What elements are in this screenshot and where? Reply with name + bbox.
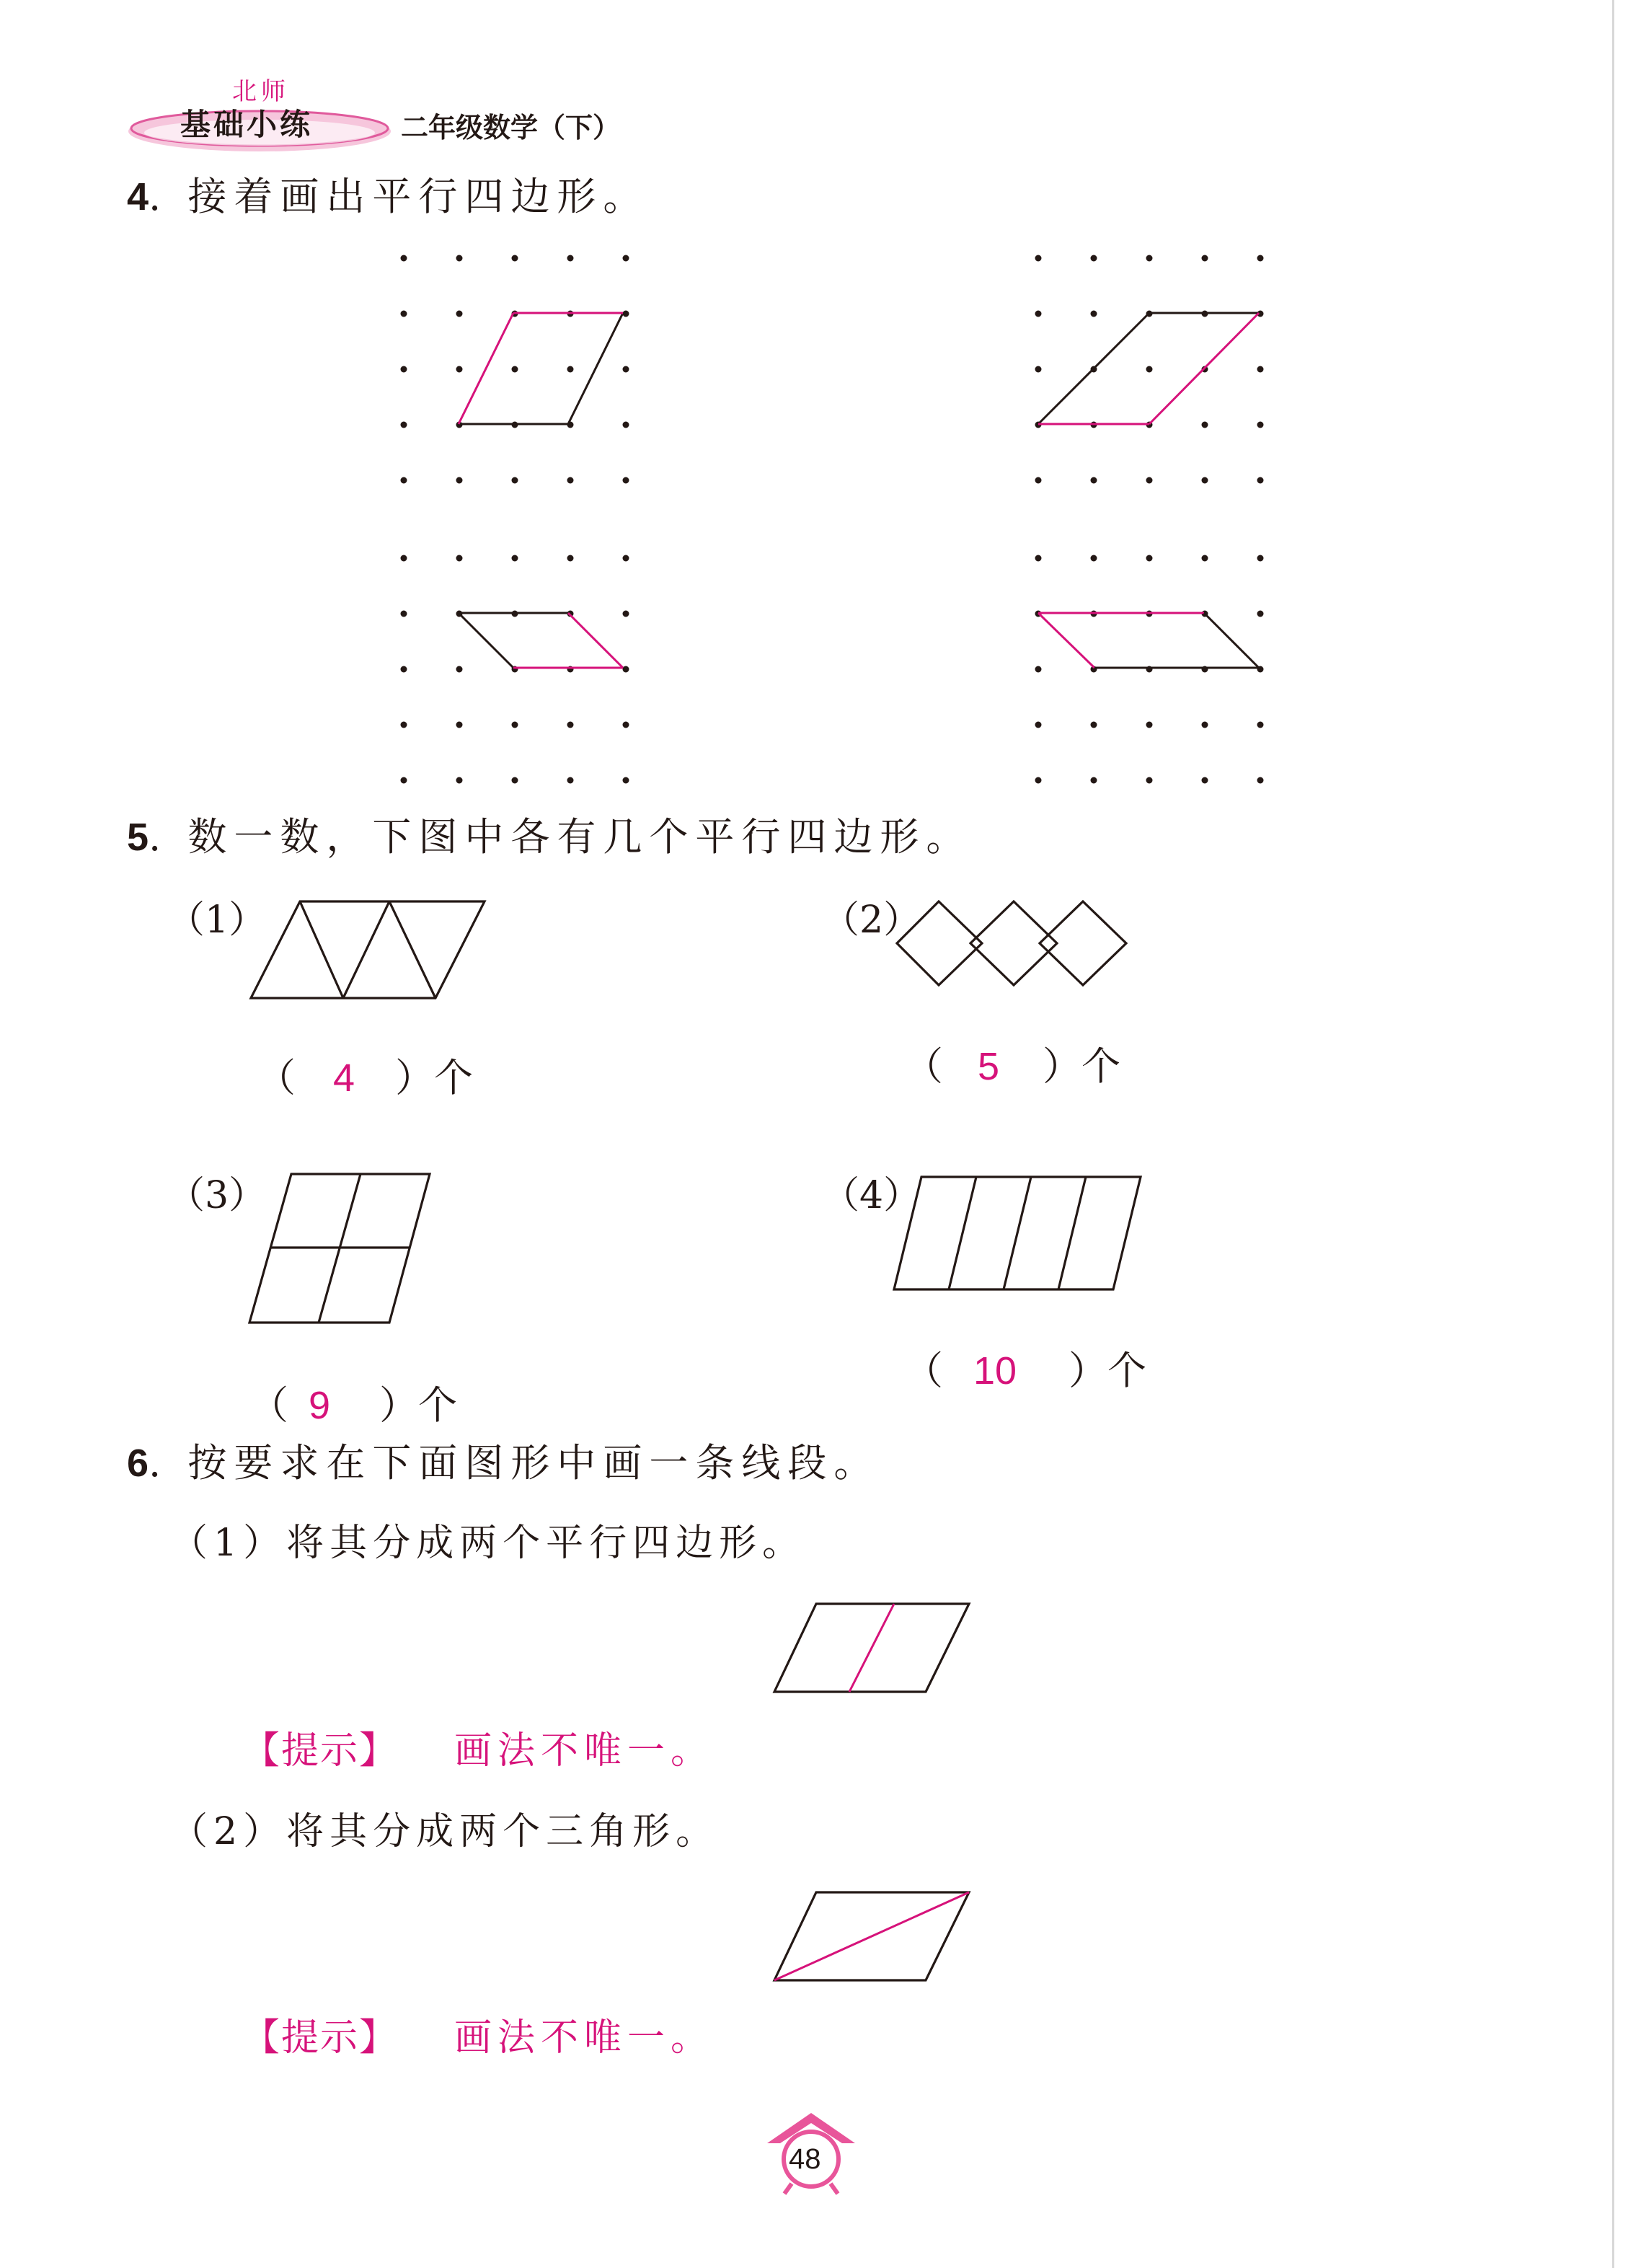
brand-main: 基础小练 <box>180 107 314 142</box>
q5-item2-label: （2） <box>822 899 921 942</box>
q4-title: . 接着画出平行四边形。 <box>149 174 650 219</box>
q5-item1-close: ）个 <box>395 1055 473 1100</box>
q6-part1-hint: 画法不唯一。 <box>454 1729 715 1773</box>
q5-item4-close: ）个 <box>1069 1348 1146 1393</box>
q6-number: 6 <box>127 1442 149 1485</box>
q5-item4-label: （4） <box>822 1174 921 1217</box>
q5-item3-label: （3） <box>167 1174 267 1217</box>
q4-number: 4 <box>127 175 149 219</box>
q5-number: 5 <box>127 816 149 859</box>
q5-item1-open: （ <box>257 1055 296 1100</box>
q6-part2-text: （2）将其分成两个三角形。 <box>170 1810 720 1853</box>
q6-part1-text: （1）将其分成两个平行四边形。 <box>170 1522 806 1565</box>
q5-item2-close: ）个 <box>1043 1043 1120 1089</box>
q6-part2-hint-tag: 【提示】 <box>242 2016 399 2060</box>
q5-item1-label: （1） <box>167 899 267 942</box>
q5-item4-open: （ <box>904 1348 943 1393</box>
q5-item4-answer: 10 <box>973 1349 1017 1393</box>
q5-item3-answer: 9 <box>309 1384 331 1427</box>
subject-title: 二年级数学（下） <box>401 112 621 144</box>
q5-item2-open: （ <box>904 1043 943 1089</box>
q6-part2-hint: 画法不唯一。 <box>454 2016 715 2060</box>
page-number: 48 <box>789 2143 821 2175</box>
q6-part1-hint-tag: 【提示】 <box>242 1729 399 1773</box>
q5-item1-answer: 4 <box>333 1056 355 1100</box>
q5-item3-open: （ <box>249 1382 288 1428</box>
q6-title: . 按要求在下面图形中画一条线段。 <box>149 1440 880 1486</box>
q5-item3-close: ）个 <box>379 1382 457 1428</box>
brand-small: 北师 <box>232 77 290 106</box>
q5-title: . 数一数，下图中各有几个平行四边形。 <box>149 814 973 860</box>
q5-item2-answer: 5 <box>978 1045 1000 1088</box>
